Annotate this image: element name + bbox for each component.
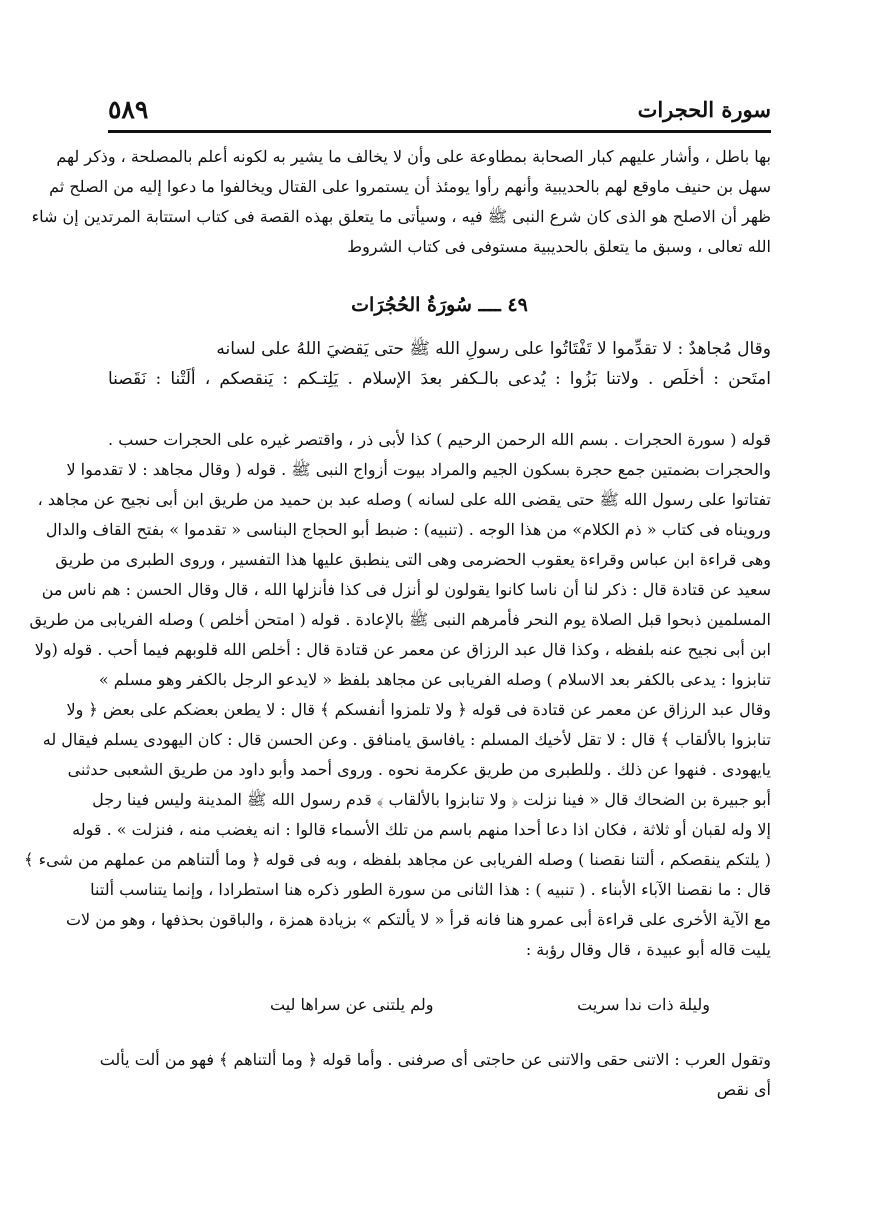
commentary-line: ابن أبى نجيح عنه بلفظه ، وكذا قال عبد الرزاق عن معمر عن قتادة قال : أخلص الله قلوبهم فيما أحب . قوله (ولا (34, 640, 771, 659)
commentary-line: ( يلتكم ينقصكم ، ألتنا نقصنا ) وصله الفريابى عن مجاهد بلفظه ، وبه فى قوله ﴿ وما ألتناهم من عملهم من شىء ﴾ (24, 850, 771, 869)
commentary-line: المسلمين ذبحوا قبل الصلاة يوم النحر فأمرهم النبى ﷺ بالإعادة . قوله ( امتحن أخلص ) وصله الفريابى من طريق (29, 610, 771, 629)
commentary-line: تنابزوا : يدعى بالكفر بعد الاسلام ) وصله الفريابى عن مجاهد بلفظ « لايدعو الرجل بالكفر وهو مسلم » (98, 670, 771, 689)
page-header (108, 90, 771, 128)
matn-line: وقال مُجاهدٌ : لا تقدِّموا لا تَفْتَاتُوا على رسولِ الله ﷺ حتى يَقضيَ اللهُ على لسانه (216, 339, 771, 359)
commentary-line: وقال عبد الرزاق عن معمر عن قتادة فى قوله ﴿ ولا تلمزوا أنفسكم ﴾ قال : لا يطعن بعضكم على بعض ﴿ ولا (66, 700, 771, 719)
matn-line: امتَحن : أخلَص . ولاتنا بَزُوا : يُدعى بالـكفر بعدَ الإسلام . يَلِتـكم : يَنقصكم ، ألَتْنا : نَقَصنا (108, 369, 771, 389)
commentary-line: تنابزوا بالألقاب ﴾ قال : لا تقل لأخيك المسلم : يافاسق يامنافق . وعن الحسن قال : كان اليهودى يسلم فيقال له (42, 730, 771, 749)
poetry-verse (270, 990, 710, 1020)
commentary-line: ورويناه فى كتاب « ذم الكلام» من هذا الوجه . (تنبيه) : ضبط أبو الحجاج البناسى « تقدموا » بفتح القاف والدال (45, 520, 771, 539)
verse-first-hemistich: وليلة ذات ندا سريت (577, 995, 710, 1014)
text-line: الله تعالى ، وسبق ما يتعلق بالحديبية مستوفى فى كتاب الشروط (347, 237, 771, 256)
commentary-line: يليت قاله أبو عبيدة ، قال وقال رؤبة : (525, 940, 771, 959)
commentary-line: إلا وله لقبان أو ثلاثة ، فكان اذا دعا أحدا منهم باسم من تلك الأسماء قالوا : انه يغضب منه ، فنزلت » . قوله (72, 820, 771, 839)
commentary-line: تفتاتوا على رسول الله ﷺ حتى يقضى الله على لسانه ) وصله عبد بن حميد من طريق ابن أبى نجيح عن مجاهد ، (37, 490, 771, 509)
commentary-line: وهى قراءة ابن عباس وقراءة يعقوب الحضرمى وهى التى ينطبق عليها هذا التفسير ، وروى الطبرى من طريق (55, 550, 771, 569)
commentary-line: قال : ما نقصنا الآباء الأبناء . ( تنبيه ) : هذا الثانى من سورة الطور ذكره هنا استطرادا ، وإنما يتناسب ألتنا (90, 880, 771, 899)
closing-line: وتقول العرب : الاتنى حقى والاتنى عن حاجتى أى صرفنى . وأما قوله ﴿ وما ألتناهم ﴾ فهو من ألت يألت (99, 1050, 771, 1069)
running-title: سورة الحجرات (637, 96, 771, 122)
text-line: ظهر أن الاصلح هو الذى كان شرع النبى ﷺ فيه ، وسيأتى ما يتعلق بهذه القصة فى كتاب استتابة المرتدين إن شاء (31, 207, 771, 226)
text-line: سهل بن حنيف ماوقع لهم بالحديبية وأنهم رأوا يومئذ أن يستمروا على القتال ويخالفوا ما دعوا إليه من الصلح ثم (49, 177, 771, 196)
verse-second-hemistich: ولم يلتنى عن سراها ليت (270, 995, 434, 1014)
surah-heading: ٤٩ ــــ سُورَةُ الحُجُرَات (351, 294, 528, 316)
header-rule (108, 130, 771, 133)
commentary-line: يايهودى . فنهوا عن ذلك . وللطبرى من طريق عكرمة نحوه . وروى أحمد وأبو داود من طريق الشعبى حدثنى (67, 760, 771, 779)
commentary-line: أبو جبيرة بن الضحاك قال « فينا نزلت ﴿ ولا تنابزوا بالألقاب ﴾ قدم رسول الله ﷺ المدينة وليس فينا رجل (92, 790, 771, 809)
text-line: بها باطل ، وأشار عليهم كبار الصحابة بمطاوعة على وأن لا يخالف ما يشير به لكونه أعلم بالمصلحة ، وذكر لهم (56, 147, 771, 166)
commentary-line: قوله ( سورة الحجرات . بسم الله الرحمن الرحيم ) كذا لأبى ذر ، واقتصر غيره على الحجرات حسب . (108, 430, 771, 449)
commentary-line: سعيد عن قتادة قال : ذكر لنا أن ناسا كانوا يقولون لو أنزل فى كذا فأنزلها الله ، قال وقال الحسن : هم ناس من (41, 580, 771, 599)
commentary-line: والحجرات بضمتين جمع حجرة بسكون الجيم والمراد بيوت أزواج النبى ﷺ . قوله ( وقال مجاهد : لا تقدموا لا (66, 460, 771, 479)
page-number: ٥٨٩ (108, 94, 149, 124)
closing-line: أى نقص (716, 1080, 771, 1099)
commentary-line: مع الآية الأخرى على قراءة أبى عمرو هنا فانه قرأ « لا يألتكم » بزيادة همزة ، والباقون بحذفها ، وهو من لات (65, 910, 771, 929)
